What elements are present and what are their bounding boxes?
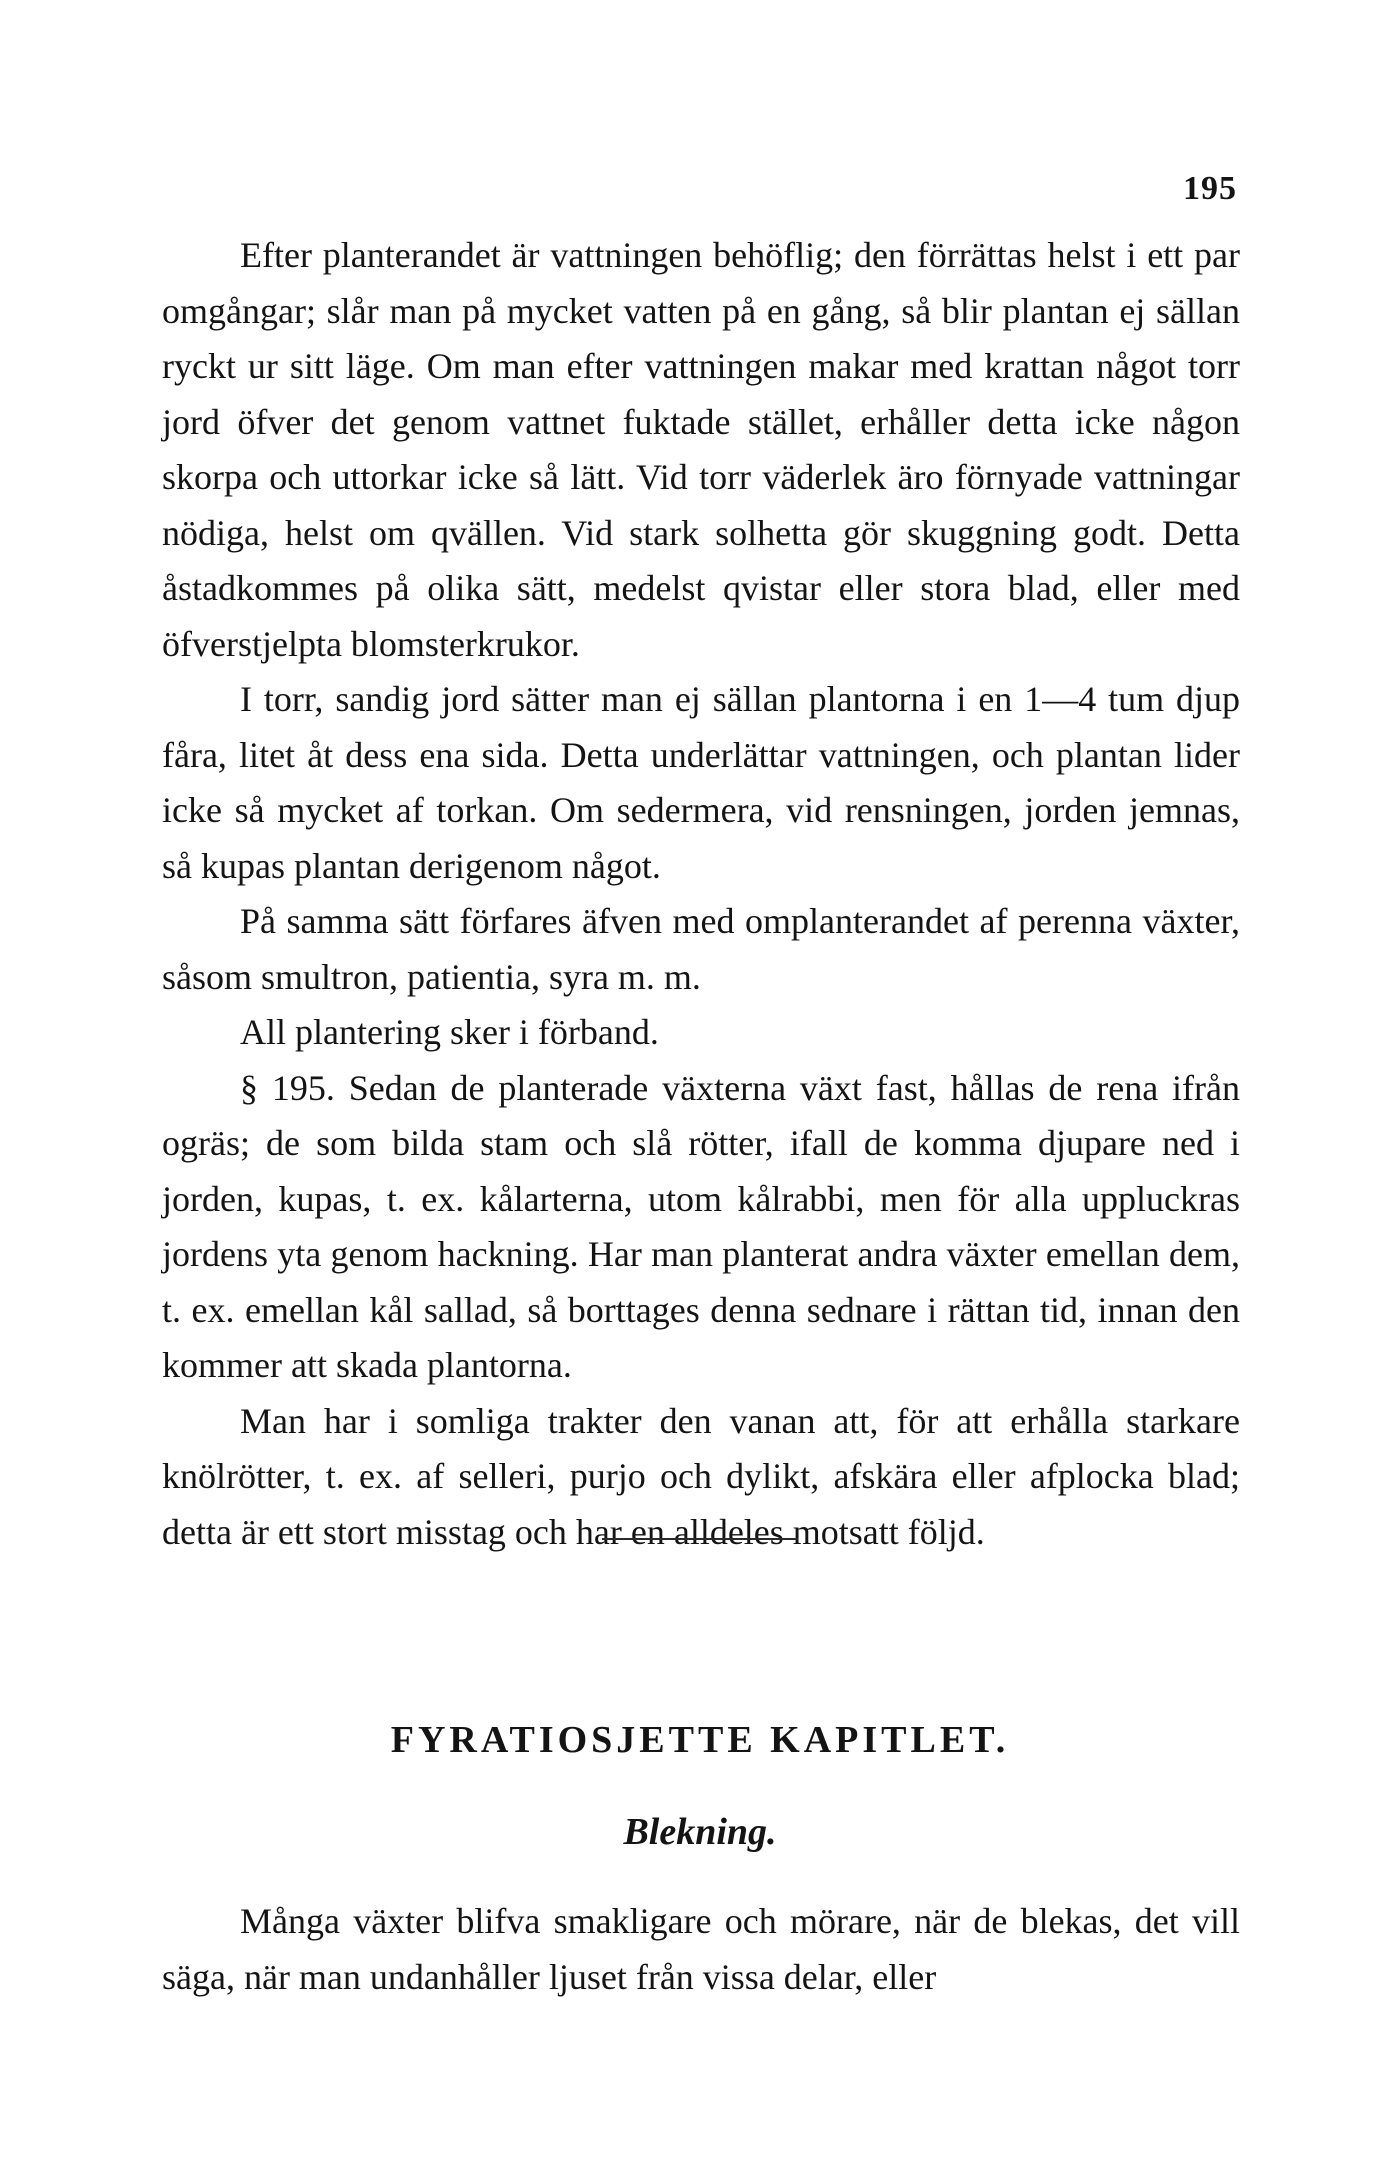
section-marker: § 195. bbox=[240, 1067, 335, 1108]
body-text bbox=[162, 228, 1240, 1560]
section-divider bbox=[602, 1538, 798, 1540]
paragraph-sandy-soil: I torr, sandig jord sätter man ej sällan plantorna i en 1—4 tum djup fåra, litet åt dess ena sida. Detta underlättar vattningen, och plantan lider icke så mycket af torkan. Om sedermera, vid rensningen, jorden jemnas, så kupas plantan derigenom något. bbox=[162, 679, 1240, 886]
paragraph-watering: Efter planterandet är vattningen behöflig; den förrättas helst i ett par omgångar; slår man på mycket vatten på en gång, så blir plantan ej sällan ryckt ur sitt läge. Om man efter vattningen makar med krattan något torr jord öfver det genom vattnet fuktade stället, erhåller detta icke någon skorpa och uttorkar icke så lätt. Vid torr väderlek äro förnyade vattningar nödiga, helst om qvällen. Vid stark solhetta gör skuggning godt. Detta åstadkommes på olika sätt, medelst qvistar eller stora blad, eller med öfverstjelpta blomsterkrukor. bbox=[162, 235, 1240, 664]
paragraph-leaf-removal: Man har i somliga trakter den vanan att, för att erhålla starkare knölrötter, t. ex. af selleri, purjo och dylikt, afskära eller afplocka blad; detta är ett stort misstag och har en alldeles motsatt följd. bbox=[162, 1400, 1240, 1552]
chapter-body bbox=[162, 1894, 1240, 2005]
paragraph-perennials: På samma sätt förfares äfven med omplanterandet af perenna växter, såsom smultron, patientia, syra m. m. bbox=[162, 901, 1240, 997]
paragraph-section-195 bbox=[162, 1061, 1240, 1394]
section-title: Blekning. bbox=[623, 1811, 777, 1853]
paragraph-blanching: Många växter blifva smakligare och mörare, när de blekas, det vill säga, när man undanhåller ljuset från vissa delar, eller bbox=[162, 1901, 1240, 1997]
chapter-title: FYRATIOSJETTE KAPITLET. bbox=[390, 1719, 1010, 1761]
page-number: 195 bbox=[1183, 170, 1237, 207]
section-195-text: Sedan de planterade växterna växt fast, hållas de rena ifrån ogräs; de som bilda stam och slå rötter, ifall de komma djupare ned i jorden, kupas, t. ex. kålarterna, utom kålrabbi, men för alla uppluckras jordens yta genom hackning. Har man planterat andra växter emellan dem, t. ex. emellan kål sallad, så borttages denna sednare i rättan tid, innan den kommer att skada plantorna. bbox=[162, 1067, 1241, 1385]
paragraph-planting-pattern: All plantering sker i förband. bbox=[240, 1012, 659, 1052]
